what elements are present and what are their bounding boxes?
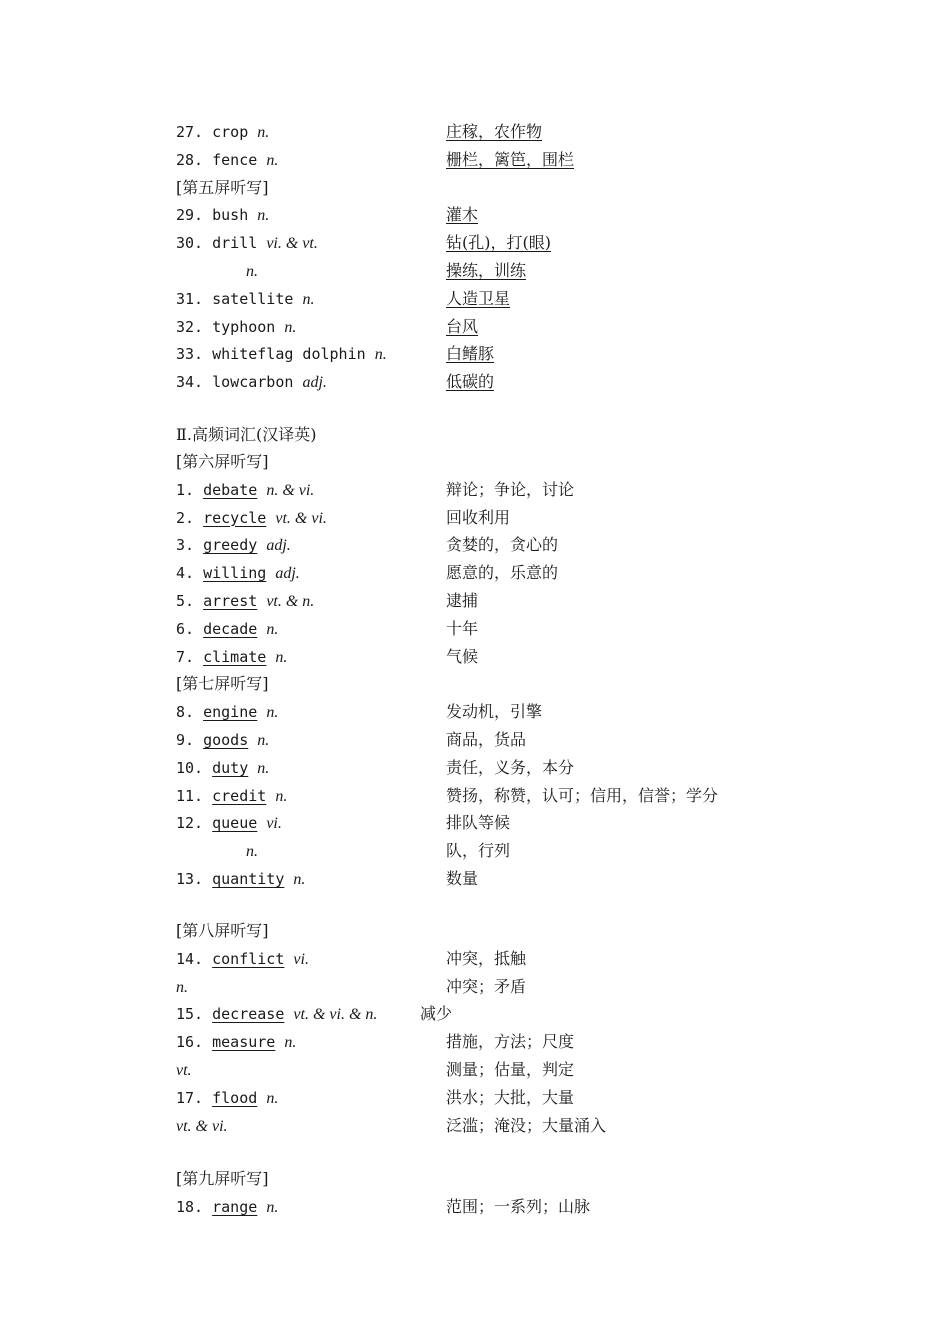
vocab-meaning: 责任，义务，本分 [446,757,575,777]
item-number: 30. [176,234,204,253]
item-number: 32. [176,317,204,336]
part-of-speech: adj. [302,374,327,392]
vocab-word: credit [212,786,267,805]
item-number: 1. [176,480,195,499]
vocab-left [176,286,314,313]
item-number: 18. [176,1197,204,1216]
vocab-left [176,341,387,368]
vocab-meaning: 数量 [446,869,479,888]
item-number: 3. [176,536,195,555]
vocab-left [176,1001,377,1028]
item-number: 27. [176,123,204,141]
vocab-meaning: 钻(孔)，打(眼) [446,233,551,253]
item-number: 15. [176,1005,204,1024]
part-of-speech: adj. [275,565,300,583]
vocab-meaning: 气候 [446,646,479,666]
section-heading: [第七屏听写] [176,674,269,694]
part-of-speech: n. [284,1034,297,1052]
vocab-meaning: 白鳍豚 [446,344,495,364]
vocab-meaning: 冲突；矛盾 [446,976,527,996]
vocab-left [176,119,269,146]
vocab-meaning: 冲突，抵触 [446,948,527,968]
item-number: 17. [176,1088,204,1107]
vocab-word: fence [212,150,258,169]
vocab-meaning: 赞扬，称赞，认可；信用，信誉；学分 [446,785,719,805]
item-number: 16. [176,1033,204,1052]
item-number: 7. [176,647,195,666]
part-of-speech: n. [266,704,279,722]
section-heading: [第五屏听写] [176,177,269,197]
item-number: 28. [176,150,204,169]
vocab-word: conflict [212,949,285,968]
vocab-left [176,1113,228,1140]
vocab-left [176,699,278,726]
vocab-meaning: 辩论；争论，讨论 [446,479,575,499]
vocab-left [176,505,327,532]
vocab-left [176,477,314,504]
vocab-left [176,1057,192,1084]
item-number: 9. [176,731,195,749]
part-of-speech: n. [266,151,279,169]
part-of-speech: n. [176,978,188,996]
vocab-word: debate [203,480,258,499]
vocab-left [176,838,258,865]
vocab-left [176,866,305,893]
vocab-word: decade [203,619,258,638]
section-heading: [第六屏听写] [176,452,269,471]
part-of-speech: adj. [266,537,291,555]
vocab-meaning: 愿意的，乐意的 [446,563,559,583]
vocab-left [176,755,269,782]
vocab-word: drill [212,234,258,253]
item-number: 2. [176,508,195,527]
vocab-word: arrest [203,592,258,610]
part-of-speech: vi. [293,950,309,968]
item-number: 11. [176,786,204,805]
part-of-speech: n. [275,787,288,805]
item-number: 12. [176,814,204,833]
item-number: 29. [176,206,204,225]
vocab-word: duty [212,758,249,777]
part-of-speech: n. & vi. [266,481,315,499]
vocab-meaning: 人造卫星 [446,288,511,308]
vocab-left [176,369,327,396]
part-of-speech: n. [246,843,258,861]
vocab-left [176,1029,296,1056]
part-of-speech: n. [284,318,297,336]
vocab-meaning: 洪水；大批，大量 [446,1087,575,1107]
vocab-word: flood [212,1088,258,1107]
part-of-speech: n. [257,732,270,749]
vocab-meaning: 逮捕 [446,591,479,610]
vocab-word: decrease [212,1005,285,1024]
vocab-word: climate [203,647,267,666]
part-of-speech: n. [302,290,315,308]
vocab-left [176,616,278,643]
part-of-speech: vi. & vt. [266,235,318,253]
vocab-meaning: 操练，训练 [446,261,527,280]
vocab-word: engine [203,703,258,722]
vocab-meaning: 灌木 [446,205,479,225]
item-number: 8. [176,703,195,722]
vocab-left [176,1194,278,1221]
vocab-meaning: 发动机，引擎 [446,702,543,722]
vocab-left [176,230,318,257]
vocab-word: greedy [203,536,258,555]
vocab-word: lowcarbon [212,373,294,392]
part-of-speech: n. [257,124,270,141]
vocab-meaning: 庄稼，农作物 [446,122,543,141]
part-of-speech: n. [374,346,387,364]
item-number: 34. [176,373,204,392]
section-title: Ⅱ.高频词汇(汉译英) [176,425,317,444]
vocab-left [176,532,291,559]
part-of-speech: vt. & vi. [275,509,327,527]
vocab-meaning: 栅栏，篱笆，围栏 [446,149,575,169]
section-heading: [第八屏听写] [176,921,269,940]
vocab-word: satellite [212,289,294,308]
vocab-left [176,644,287,671]
vocab-meaning: 减少 [420,1004,453,1024]
part-of-speech: n. [266,1089,279,1107]
vocab-word: range [212,1197,258,1216]
vocab-meaning: 措施，方法；尺度 [446,1032,575,1052]
item-number: 33. [176,345,204,364]
item-number: 14. [176,949,204,968]
part-of-speech: n. [266,620,279,638]
part-of-speech: n. [266,1198,279,1216]
vocab-left [176,560,300,587]
vocab-meaning: 十年 [446,618,479,638]
vocab-meaning: 低碳的 [446,372,495,392]
vocab-left [176,1085,278,1112]
vocab-left [176,974,188,1001]
item-number: 5. [176,592,195,610]
vocab-meaning: 回收利用 [446,507,511,527]
vocab-meaning: 范围；一系列；山脉 [446,1196,591,1216]
vocab-word: quantity [212,870,285,888]
part-of-speech: vt. & vi. [176,1117,228,1135]
vocab-left [176,314,296,341]
vocab-left [176,258,258,285]
vocab-left [176,727,269,754]
item-number: 4. [176,564,195,583]
part-of-speech: n. [275,648,288,666]
vocab-word: willing [203,564,267,583]
vocab-word: recycle [203,508,267,527]
vocab-meaning: 台风 [446,316,479,336]
part-of-speech: vt. & n. [266,593,315,610]
section-heading: [第九屏听写] [176,1169,269,1188]
vocab-meaning: 商品，货品 [446,730,527,749]
part-of-speech: vt. [176,1062,192,1079]
vocab-left [176,202,269,229]
vocab-word: typhoon [212,317,276,336]
vocab-word: bush [212,206,249,225]
vocab-word: measure [212,1033,276,1052]
vocab-left [176,810,282,837]
vocab-word: crop [212,123,249,141]
item-number: 31. [176,289,204,308]
vocab-meaning: 队，行列 [446,841,511,861]
vocab-meaning: 排队等候 [446,813,511,833]
item-number: 6. [176,619,195,638]
vocab-left [176,588,314,615]
item-number: 10. [176,758,204,777]
vocab-left [176,946,309,973]
vocab-word: whiteflag dolphin [212,345,366,364]
vocab-meaning: 贪婪的，贪心的 [446,535,559,555]
part-of-speech: n. [257,207,270,225]
vocab-meaning: 泛滥；淹没；大量涌入 [446,1115,607,1135]
vocab-left [176,783,287,810]
vocab-word: queue [212,814,258,833]
part-of-speech: vt. & vi. & n. [293,1006,378,1024]
part-of-speech: vi. [266,815,282,833]
item-number: 13. [176,870,204,888]
part-of-speech: n. [246,263,258,280]
part-of-speech: n. [293,871,306,888]
vocab-meaning: 测量；估量，判定 [446,1060,575,1079]
part-of-speech: n. [257,759,270,777]
vocab-left [176,147,278,174]
vocab-word: goods [203,731,249,749]
